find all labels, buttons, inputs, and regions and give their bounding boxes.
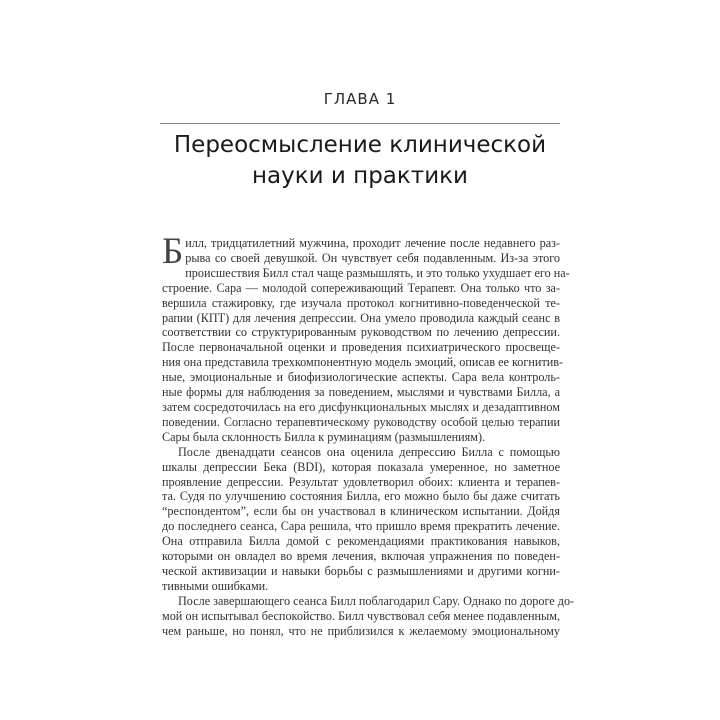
text-line: После завершающего сеанса Билл поблагодарил Сару. Однако по дороге до- bbox=[178, 593, 575, 608]
paragraph-2 bbox=[162, 445, 560, 594]
text-line: Сары была склонность Билла к руминациям (размышлениям). bbox=[162, 429, 486, 444]
text-line: После двенадцати сеансов она оценила депрессию Билла с помощью bbox=[178, 444, 560, 459]
text-line: чем раньше, но понял, что не приблизился к желаемому эмоциональному bbox=[162, 623, 560, 638]
text-line: которыми он овладел во время лечения, включая упражнения по поведен- bbox=[162, 549, 560, 564]
text-line: ные формы для наблюдения за поведением, мыслями и чувствами Билла, а bbox=[162, 385, 560, 400]
chapter-label: ГЛАВА 1 bbox=[323, 90, 397, 108]
text-line: “респондентом”, если бы он участвовал в клиническом испытании. Дойдя bbox=[162, 504, 560, 519]
chapter-title-line-1: Переосмысление клинической bbox=[173, 132, 547, 158]
body-text bbox=[162, 231, 575, 638]
text-line: тивными ошибками. bbox=[162, 578, 269, 593]
chapter-title bbox=[0, 130, 720, 192]
chapter-title-line-2: науки и практики bbox=[252, 163, 468, 189]
text-line: рапии (КПТ) для лечения депрессии. Она умело проводила каждый сеанс в bbox=[162, 310, 560, 325]
text-line: проявление депрессии. Результат удовлетворил обоих: клиента и терапев- bbox=[162, 474, 560, 489]
text-line: После первоначальной оценки и проведения психиатрического просвеще- bbox=[162, 340, 560, 355]
text-line: до последнего сеанса, Сара решила, что пришло время прекратить лечение. bbox=[162, 519, 560, 534]
text-line: ные, эмоциональные и биофизиологические аспекты. Сара вела контроль- bbox=[162, 370, 560, 385]
text-line: строение. Сара — молодой сопереживающий Терапевт. Она только что за- bbox=[162, 280, 560, 295]
text-line: ния она представила трехкомпонентную модель эмоций, описав ее когнитив- bbox=[162, 355, 564, 370]
text-line: соответствии со структурированным руководством по лечению депрессии. bbox=[162, 325, 560, 340]
text-line: рыва со своей девушкой. Он чувствует себя подавленным. Из-за этого bbox=[185, 250, 560, 265]
drop-cap: Б bbox=[162, 231, 184, 272]
text-line: илл, тридцатилетний мужчина, проходит лечение после недавнего раз- bbox=[185, 236, 560, 250]
text-line: мой он испытывал беспокойство. Билл чувствовал себя менее подавленным, bbox=[162, 608, 560, 623]
text-line: Она отправила Билла домой с рекомендациями практикования навыков, bbox=[162, 534, 560, 549]
text-line: вершила стажировку, где изучала протокол когнитивно-поведенческой те- bbox=[162, 295, 560, 310]
text-line: шкалы депрессии Бека (BDI), которая показала умеренное, но заметное bbox=[162, 459, 560, 474]
text-line: та. Судя по улучшению состояния Билла, его можно было бы даже считать bbox=[162, 489, 560, 504]
text-line: ческой активизации и навыки борьбы с размышлениями и другими когни- bbox=[162, 563, 560, 578]
paragraph-3 bbox=[162, 593, 575, 639]
text-line: происшествия Билл стал чаще размышлять, и это только ухудшает его на- bbox=[185, 265, 570, 280]
paragraph-1 bbox=[162, 231, 570, 445]
text-line: поведении. Согласно терапевтическому руководству особой целью терапии bbox=[162, 414, 560, 429]
chapter-divider bbox=[160, 123, 560, 124]
text-line: затем сосредоточилась на его дисфункциональных мыслях и дезадаптивном bbox=[162, 399, 560, 414]
